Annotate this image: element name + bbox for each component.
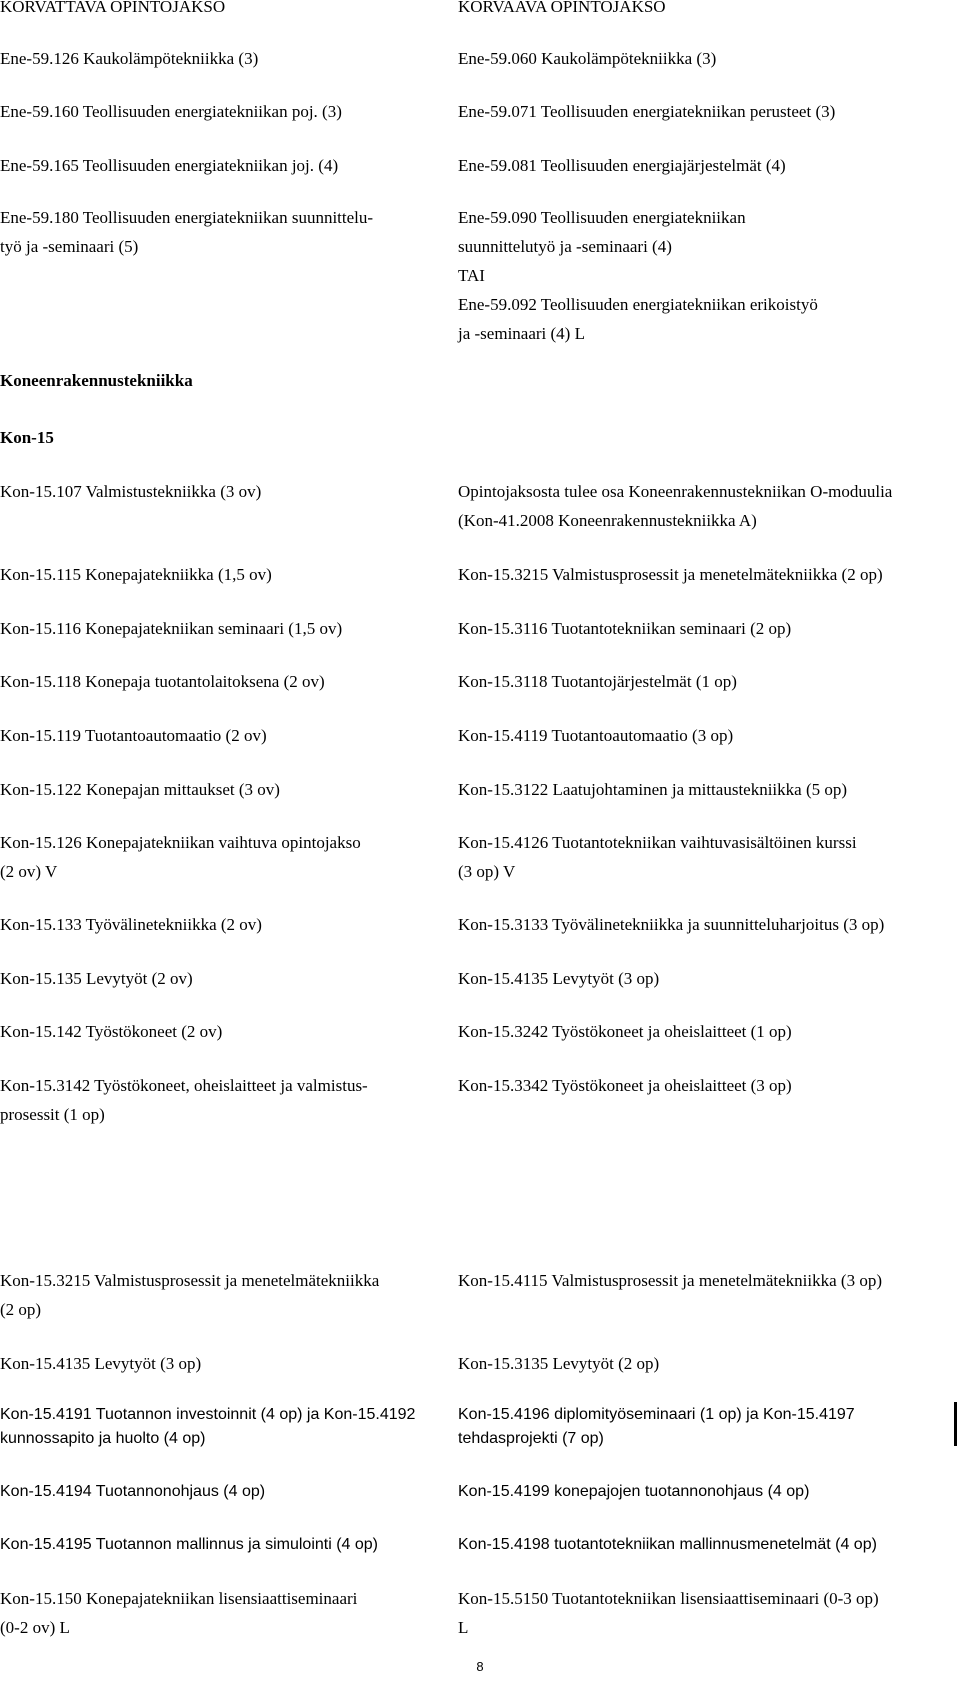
kon2-row-6-left-line-2: (0-2 ov) L [0,1618,70,1637]
kon2-row-5-left: Kon-15.4195 Tuotannon mallinnus ja simulointi (4 op) [0,1536,379,1553]
kon2-row-1-left-line-2: (2 op) [0,1300,42,1319]
ene-row-4-left-line-2: työ ja -seminaari (5) [0,237,139,256]
kon2-row-2-left: Kon-15.4135 Levytyöt (3 op) [0,1354,202,1373]
kon-row-7-right-line-1: Kon-15.4126 Tuotantotekniikan vaihtuvasisältöinen kurssi [458,833,857,852]
kon-row-1-right-line-1: Opintojaksosta tulee osa Koneenrakennustekniikan O-moduulia [458,482,893,501]
kon2-row-3-left-line-2: kunnossapito ja huolto (4 op) [0,1430,206,1447]
kon-row-3-left: Kon-15.116 Konepajatekniikan seminaari (1,5 ov) [0,619,343,638]
kon-row-1-left: Kon-15.107 Valmistustekniikka (3 ov) [0,482,262,501]
kon2-row-4-right: Kon-15.4199 konepajojen tuotannonohjaus (4 op) [458,1483,810,1500]
kon-row-2-right: Kon-15.3215 Valmistusprosessit ja menetelmätekniikka (2 op) [458,565,883,584]
ene-row-4-left-line-1: Ene-59.180 Teollisuuden energiatekniikan suunnittelu- [0,208,374,227]
kon-row-5-left: Kon-15.119 Tuotantoautomaatio (2 ov) [0,726,267,745]
kon2-row-3-right-line-2: tehdasprojekti (7 op) [458,1430,604,1447]
kon2-row-6-left-line-1: Kon-15.150 Konepajatekniikan lisensiaattiseminaari [0,1589,358,1608]
kon-row-8-right: Kon-15.3133 Työvälinetekniikka ja suunnitteluharjoitus (3 op) [458,915,885,934]
ene-row-4-right-line-1: Ene-59.090 Teollisuuden energiatekniikan [458,208,746,227]
ene-row-4-right-line-5: ja -seminaari (4) L [458,324,585,343]
ene-row-3-left: Ene-59.165 Teollisuuden energiatekniikan joj. (4) [0,156,339,175]
kon-row-10-right: Kon-15.3242 Työstökoneet ja oheislaitteet (1 op) [458,1022,792,1041]
kon2-row-1-left-line-1: Kon-15.3215 Valmistusprosessit ja menetelmätekniikka [0,1271,380,1290]
kon-row-6-left: Kon-15.122 Konepajan mittaukset (3 ov) [0,780,280,799]
change-bar [954,1402,957,1446]
ene-row-3-right: Ene-59.081 Teollisuuden energiajärjestelmät (4) [458,156,786,175]
kon2-row-5-right: Kon-15.4198 tuotantotekniikan mallinnusmenetelmät (4 op) [458,1536,877,1553]
kon-row-3-right: Kon-15.3116 Tuotantotekniikan seminaari (2 op) [458,619,792,638]
page-number: 8 [476,1659,484,1674]
ene-row-1-right: Ene-59.060 Kaukolämpötekniikka (3) [458,49,717,68]
ene-row-4-right-line-4: Ene-59.092 Teollisuuden energiatekniikan erikoistyö [458,295,818,314]
kon-row-11-left-line-1: Kon-15.3142 Työstökoneet, oheislaitteet ja valmistus- [0,1076,368,1095]
section-subheading: Kon-15 [0,428,54,447]
kon2-row-1-right: Kon-15.4115 Valmistusprosessit ja menetelmätekniikka (3 op) [458,1271,882,1290]
ene-row-4-right-line-3: TAI [458,266,485,285]
kon-row-4-left: Kon-15.118 Konepaja tuotantolaitoksena (2 ov) [0,672,325,691]
kon2-row-4-left: Kon-15.4194 Tuotannonohjaus (4 op) [0,1483,266,1500]
ene-row-2-left: Ene-59.160 Teollisuuden energiatekniikan poj. (3) [0,102,342,121]
ene-row-1-left: Ene-59.126 Kaukolämpötekniikka (3) [0,49,259,68]
kon2-row-6-right-line-1: Kon-15.5150 Tuotantotekniikan lisensiaattiseminaari (0-3 op) [458,1589,879,1608]
kon2-row-6-right-line-2: L [458,1618,469,1637]
kon-row-11-left-line-2: prosessit (1 op) [0,1105,105,1124]
ene-row-4-right-line-2: suunnittelutyö ja -seminaari (4) [458,237,672,256]
kon-row-8-left: Kon-15.133 Työvälinetekniikka (2 ov) [0,915,262,934]
header-replaced-course: KORVATTAVA OPINTOJAKSO [0,0,226,16]
kon-row-1-right-line-2: (Kon-41.2008 Koneenrakennustekniikka A) [458,511,757,530]
kon-row-11-right: Kon-15.3342 Työstökoneet ja oheislaitteet (3 op) [458,1076,792,1095]
section-heading: Koneenrakennustekniikka [0,371,193,390]
kon-row-7-left-line-1: Kon-15.126 Konepajatekniikan vaihtuva opintojakso [0,833,361,852]
kon-row-9-right: Kon-15.4135 Levytyöt (3 op) [458,969,660,988]
header-replacing-course: KORVAAVA OPINTOJAKSO [458,0,666,16]
kon-row-4-right: Kon-15.3118 Tuotantojärjestelmät (1 op) [458,672,737,691]
kon2-row-3-left-line-1: Kon-15.4191 Tuotannon investoinnit (4 op) ja Kon-15.4192 [0,1406,416,1423]
kon-row-2-left: Kon-15.115 Konepajatekniikka (1,5 ov) [0,565,272,584]
kon-row-5-right: Kon-15.4119 Tuotantoautomaatio (3 op) [458,726,734,745]
ene-row-2-right: Ene-59.071 Teollisuuden energiatekniikan perusteet (3) [458,102,836,121]
kon-row-9-left: Kon-15.135 Levytyöt (2 ov) [0,969,193,988]
kon-row-6-right: Kon-15.3122 Laatujohtaminen ja mittaustekniikka (5 op) [458,780,848,799]
kon2-row-2-right: Kon-15.3135 Levytyöt (2 op) [458,1354,660,1373]
kon-row-7-right-line-2: (3 op) V [458,862,516,881]
kon-row-10-left: Kon-15.142 Työstökoneet (2 ov) [0,1022,223,1041]
kon2-row-3-right-line-1: Kon-15.4196 diplomityöseminaari (1 op) ja Kon-15.4197 [458,1406,855,1423]
kon-row-7-left-line-2: (2 ov) V [0,862,58,881]
